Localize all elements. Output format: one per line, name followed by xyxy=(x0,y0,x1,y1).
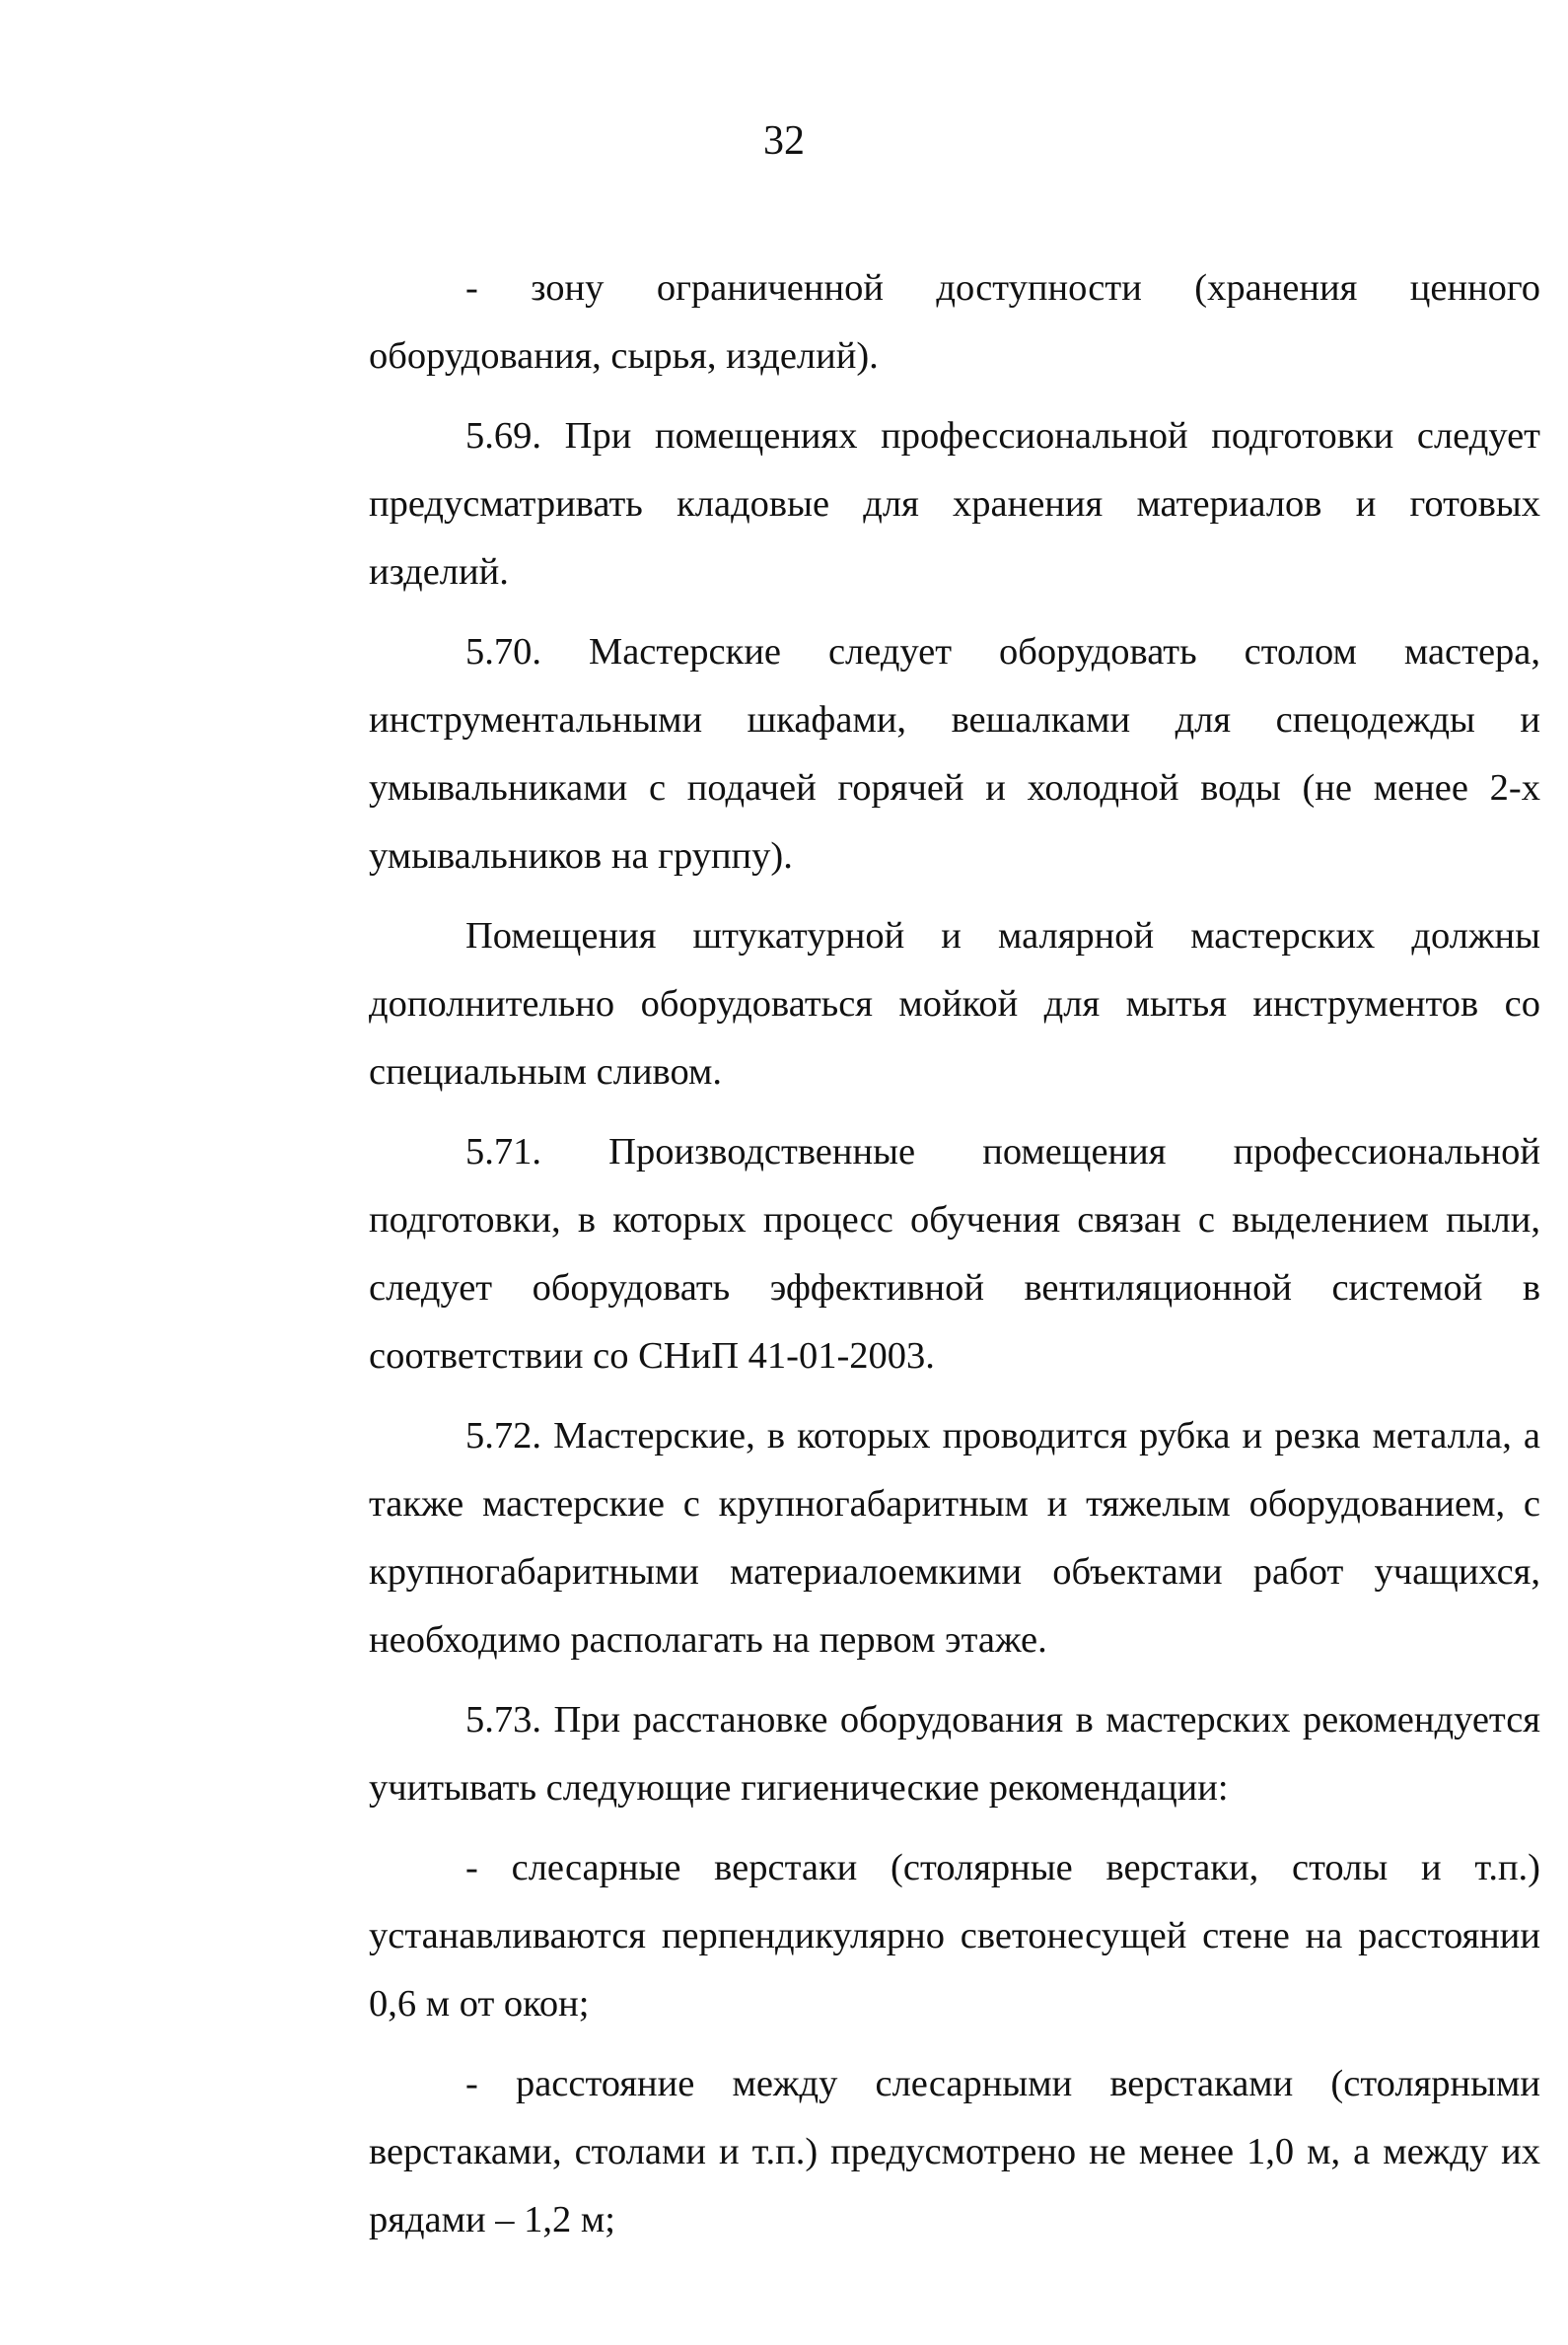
list-item-distance: - расстояние между слесарными верстаками (столярными верстаками, столами и т.п.) предусмотрено не менее 1,0 м, а между их рядами – 1,2 м; xyxy=(369,2063,1540,2240)
paragraph-plaster-rooms: Помещения штукатурной и малярной мастерских должны дополнительно оборудоваться мойкой для мытья инструментов со специальным сливом. xyxy=(369,915,1540,1093)
page-number: 32 xyxy=(763,118,805,164)
paragraph-5-73: 5.73. При расстановке оборудования в мастерских рекомендуется учитывать следующие гигиенические рекомендации: xyxy=(369,1699,1540,1809)
paragraph-5-71: 5.71. Производственные помещения профессиональной подготовки, в которых процесс обучения связан с выделением пыли, следует оборудовать эффективной вентиляционной системой в соответствии со СНиП 41-01-2003. xyxy=(369,1131,1540,1377)
body-text xyxy=(369,254,1540,2266)
paragraph-restricted-zone: - зону ограниченной доступности (хранения ценного оборудования, сырья, изделий). xyxy=(369,267,1540,377)
paragraph-5-70: 5.70. Мастерские следует оборудовать столом мастера, инструментальными шкафами, вешалками для спецодежды и умывальниками с подачей горячей и холодной воды (не менее 2-х умывальников на группу). xyxy=(369,631,1540,877)
list-item-workbenches: - слесарные верстаки (столярные верстаки, столы и т.п.) устанавливаются перпендикулярно светонесущей стене на расстоянии 0,6 м от окон; xyxy=(369,1847,1540,2025)
paragraph-5-69: 5.69. При помещениях профессиональной подготовки следует предусматривать кладовые для хранения материалов и готовых изделий. xyxy=(369,415,1540,593)
paragraph-5-72: 5.72. Мастерские, в которых проводится рубка и резка металла, а также мастерские с крупногабаритным и тяжелым оборудованием, с крупногабаритными материалоемкими объектами работ учащихся, необходимо располагать на первом этаже. xyxy=(369,1415,1540,1661)
